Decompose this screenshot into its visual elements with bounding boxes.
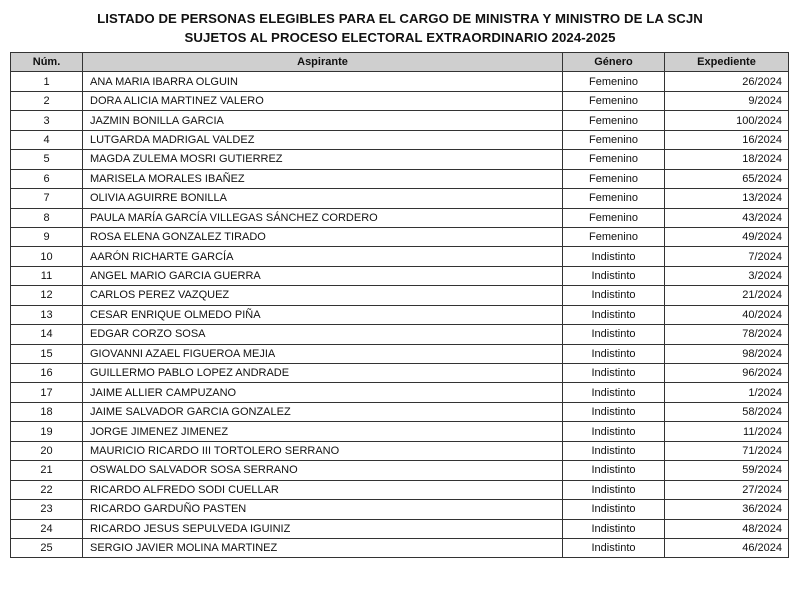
row-number-cell: 15 (11, 344, 83, 363)
gender-cell: Indistinto (563, 266, 665, 285)
row-number-cell: 19 (11, 422, 83, 441)
table-row (11, 208, 789, 227)
candidate-name-cell: ANA MARIA IBARRA OLGUIN (83, 72, 563, 91)
table-row (11, 480, 789, 499)
candidate-name-cell: OSWALDO SALVADOR SOSA SERRANO (83, 461, 563, 480)
table-header (11, 53, 789, 72)
row-number-cell: 5 (11, 150, 83, 169)
header-genero: Género (563, 53, 665, 72)
gender-cell: Indistinto (563, 461, 665, 480)
candidate-name-cell: JAIME SALVADOR GARCIA GONZALEZ (83, 402, 563, 421)
header-row (11, 53, 789, 72)
file-number-cell: 78/2024 (665, 325, 789, 344)
file-number-cell: 13/2024 (665, 189, 789, 208)
gender-cell: Indistinto (563, 402, 665, 421)
row-number-cell: 25 (11, 538, 83, 557)
file-number-cell: 100/2024 (665, 111, 789, 130)
gender-cell: Femenino (563, 208, 665, 227)
table-row (11, 325, 789, 344)
gender-cell: Indistinto (563, 247, 665, 266)
candidate-name-cell: JAZMIN BONILLA GARCIA (83, 111, 563, 130)
row-number-cell: 18 (11, 402, 83, 421)
file-number-cell: 9/2024 (665, 91, 789, 110)
table-row (11, 364, 789, 383)
title-line-2: SUJETOS AL PROCESO ELECTORAL EXTRAORDINARIO 2024-2025 (184, 30, 616, 45)
table-row (11, 169, 789, 188)
candidate-name-cell: EDGAR CORZO SOSA (83, 325, 563, 344)
gender-cell: Indistinto (563, 383, 665, 402)
table-row (11, 286, 789, 305)
gender-cell: Femenino (563, 72, 665, 91)
table-row (11, 266, 789, 285)
gender-cell: Indistinto (563, 344, 665, 363)
table-row (11, 383, 789, 402)
candidate-name-cell: GIOVANNI AZAEL FIGUEROA MEJIA (83, 344, 563, 363)
row-number-cell: 13 (11, 305, 83, 324)
candidate-name-cell: CESAR ENRIQUE OLMEDO PIÑA (83, 305, 563, 324)
file-number-cell: 96/2024 (665, 364, 789, 383)
candidate-name-cell: ROSA ELENA GONZALEZ TIRADO (83, 227, 563, 246)
row-number-cell: 1 (11, 72, 83, 91)
file-number-cell: 46/2024 (665, 538, 789, 557)
row-number-cell: 14 (11, 325, 83, 344)
row-number-cell: 24 (11, 519, 83, 538)
table-row (11, 461, 789, 480)
table-row (11, 72, 789, 91)
header-num: Núm. (11, 53, 83, 72)
file-number-cell: 3/2024 (665, 266, 789, 285)
table-row (11, 111, 789, 130)
candidate-name-cell: MAGDA ZULEMA MOSRI GUTIERREZ (83, 150, 563, 169)
file-number-cell: 1/2024 (665, 383, 789, 402)
candidate-name-cell: OLIVIA AGUIRRE BONILLA (83, 189, 563, 208)
candidate-name-cell: CARLOS PEREZ VAZQUEZ (83, 286, 563, 305)
gender-cell: Indistinto (563, 305, 665, 324)
file-number-cell: 59/2024 (665, 461, 789, 480)
file-number-cell: 26/2024 (665, 72, 789, 91)
gender-cell: Femenino (563, 227, 665, 246)
file-number-cell: 21/2024 (665, 286, 789, 305)
table-row (11, 305, 789, 324)
candidate-name-cell: MARISELA MORALES IBAÑEZ (83, 169, 563, 188)
file-number-cell: 65/2024 (665, 169, 789, 188)
gender-cell: Indistinto (563, 325, 665, 344)
table-row (11, 150, 789, 169)
row-number-cell: 23 (11, 500, 83, 519)
document-title (0, 9, 800, 47)
row-number-cell: 8 (11, 208, 83, 227)
row-number-cell: 10 (11, 247, 83, 266)
row-number-cell: 16 (11, 364, 83, 383)
candidate-name-cell: RICARDO ALFREDO SODI CUELLAR (83, 480, 563, 499)
table-row (11, 538, 789, 557)
gender-cell: Indistinto (563, 519, 665, 538)
file-number-cell: 40/2024 (665, 305, 789, 324)
table-row (11, 519, 789, 538)
gender-cell: Indistinto (563, 364, 665, 383)
gender-cell: Femenino (563, 91, 665, 110)
file-number-cell: 7/2024 (665, 247, 789, 266)
candidate-name-cell: RICARDO GARDUÑO PASTEN (83, 500, 563, 519)
file-number-cell: 27/2024 (665, 480, 789, 499)
gender-cell: Indistinto (563, 500, 665, 519)
candidate-name-cell: MAURICIO RICARDO III TORTOLERO SERRANO (83, 441, 563, 460)
table-row (11, 422, 789, 441)
row-number-cell: 20 (11, 441, 83, 460)
gender-cell: Femenino (563, 150, 665, 169)
candidate-name-cell: AARÓN RICHARTE GARCÍA (83, 247, 563, 266)
gender-cell: Femenino (563, 130, 665, 149)
file-number-cell: 49/2024 (665, 227, 789, 246)
candidate-name-cell: JAIME ALLIER CAMPUZANO (83, 383, 563, 402)
candidate-name-cell: SERGIO JAVIER MOLINA MARTINEZ (83, 538, 563, 557)
row-number-cell: 9 (11, 227, 83, 246)
gender-cell: Indistinto (563, 286, 665, 305)
file-number-cell: 16/2024 (665, 130, 789, 149)
candidate-name-cell: DORA ALICIA MARTINEZ VALERO (83, 91, 563, 110)
gender-cell: Femenino (563, 169, 665, 188)
row-number-cell: 11 (11, 266, 83, 285)
candidates-table (10, 52, 789, 558)
gender-cell: Indistinto (563, 441, 665, 460)
table-row (11, 247, 789, 266)
row-number-cell: 3 (11, 111, 83, 130)
file-number-cell: 71/2024 (665, 441, 789, 460)
file-number-cell: 36/2024 (665, 500, 789, 519)
candidate-name-cell: RICARDO JESUS SEPULVEDA IGUINIZ (83, 519, 563, 538)
file-number-cell: 58/2024 (665, 402, 789, 421)
row-number-cell: 12 (11, 286, 83, 305)
row-number-cell: 6 (11, 169, 83, 188)
header-aspirante: Aspirante (83, 53, 563, 72)
table-row (11, 91, 789, 110)
gender-cell: Indistinto (563, 480, 665, 499)
header-expediente: Expediente (665, 53, 789, 72)
file-number-cell: 43/2024 (665, 208, 789, 227)
gender-cell: Femenino (563, 111, 665, 130)
candidate-name-cell: PAULA MARÍA GARCÍA VILLEGAS SÁNCHEZ CORDERO (83, 208, 563, 227)
row-number-cell: 17 (11, 383, 83, 402)
table-row (11, 441, 789, 460)
row-number-cell: 7 (11, 189, 83, 208)
candidate-name-cell: JORGE JIMENEZ JIMENEZ (83, 422, 563, 441)
candidate-name-cell: ANGEL MARIO GARCIA GUERRA (83, 266, 563, 285)
table-row (11, 227, 789, 246)
row-number-cell: 22 (11, 480, 83, 499)
file-number-cell: 48/2024 (665, 519, 789, 538)
gender-cell: Indistinto (563, 422, 665, 441)
candidate-name-cell: GUILLERMO PABLO LOPEZ ANDRADE (83, 364, 563, 383)
file-number-cell: 18/2024 (665, 150, 789, 169)
table-row (11, 130, 789, 149)
row-number-cell: 2 (11, 91, 83, 110)
table-row (11, 402, 789, 421)
gender-cell: Femenino (563, 189, 665, 208)
file-number-cell: 11/2024 (665, 422, 789, 441)
candidate-name-cell: LUTGARDA MADRIGAL VALDEZ (83, 130, 563, 149)
table-row (11, 500, 789, 519)
table-row (11, 344, 789, 363)
gender-cell: Indistinto (563, 538, 665, 557)
row-number-cell: 21 (11, 461, 83, 480)
table-row (11, 189, 789, 208)
file-number-cell: 98/2024 (665, 344, 789, 363)
row-number-cell: 4 (11, 130, 83, 149)
title-line-1: LISTADO DE PERSONAS ELEGIBLES PARA EL CARGO DE MINISTRA Y MINISTRO DE LA SCJN (97, 11, 703, 26)
table-body (11, 72, 789, 558)
